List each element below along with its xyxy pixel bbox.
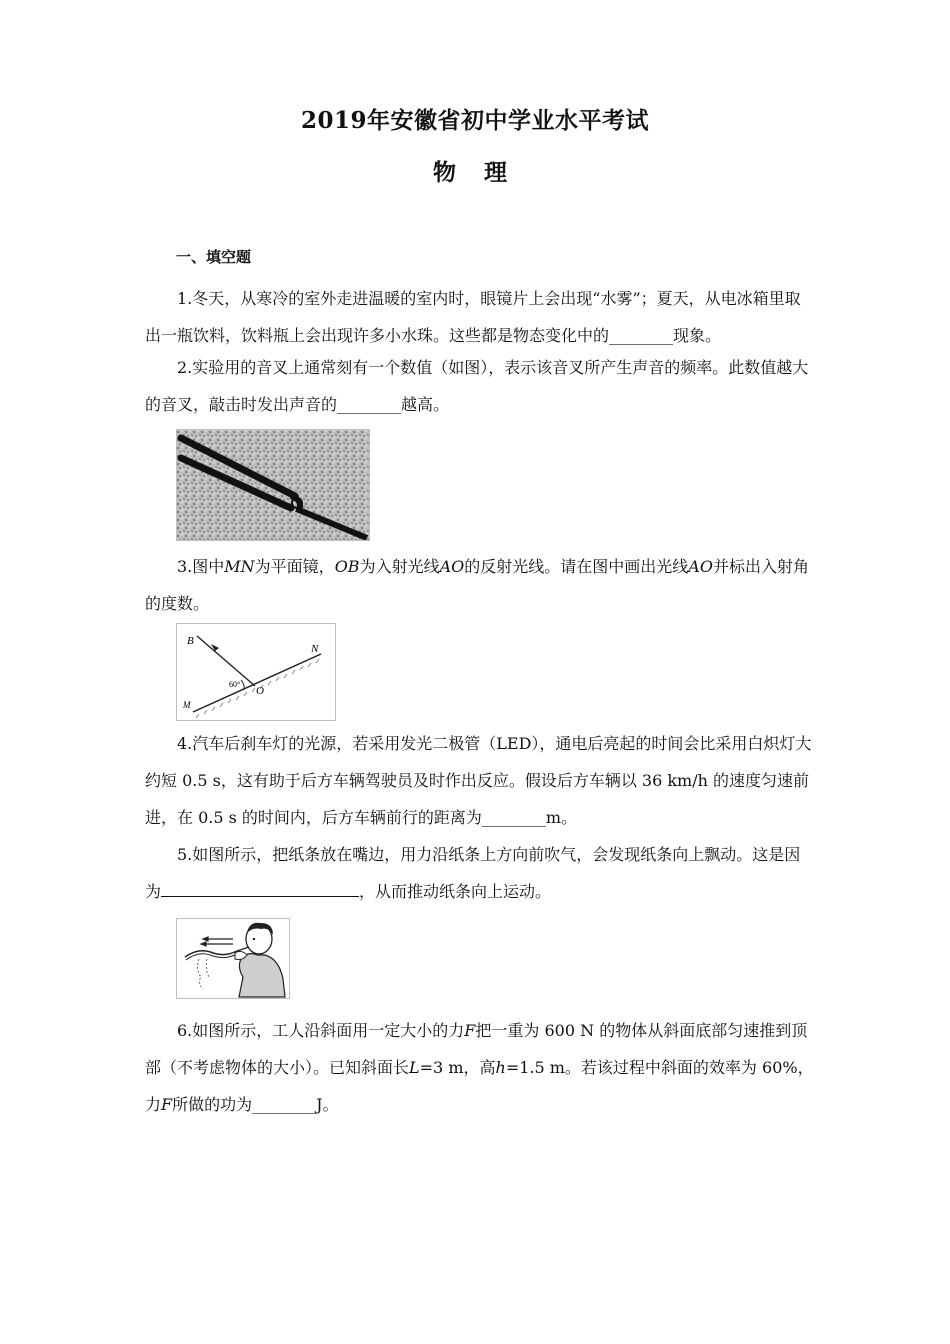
symbol-ao: AO — [439, 557, 465, 576]
question-text: 的反射光线。请在图中画出光线 — [464, 557, 689, 576]
question-text: 为平面镜， — [254, 557, 335, 576]
question-text: 并标出入射角的度数。 — [145, 557, 809, 613]
subject-title: 物 理 — [432, 159, 517, 186]
question-4 — [145, 725, 815, 836]
question-text: 2.实验用的音叉上通常刻有一个数值（如图），表示该音叉所产生声音的频率。此数值越大的音叉，敲击时发出声音的 — [145, 358, 809, 414]
answer-blank: ________ — [337, 395, 402, 414]
question-text: 6.如图所示，工人沿斜面用一定大小的力 — [177, 1021, 465, 1040]
symbol-ob: OB — [334, 557, 360, 576]
question-5 — [145, 836, 815, 910]
blowing-paper-figure — [176, 918, 290, 999]
answer-blank: ________ — [481, 808, 546, 827]
label-m: M — [183, 700, 191, 710]
question-text: 把一重为 600 N 的物体从斜面底部匀速推到顶部（不考虑物体的大小）。已知斜面长 — [145, 1021, 808, 1077]
exam-title: 2019年安徽省初中学业水平考试 — [300, 107, 649, 134]
mirror-diagram — [177, 624, 335, 720]
question-text: ，从而推动纸条向上运动。 — [359, 882, 552, 901]
label-o: O — [256, 685, 264, 697]
symbol-f: F — [464, 1021, 476, 1040]
question-text: =1.5 m。若该过程中斜面的效率为 60%，力 — [145, 1058, 814, 1114]
mirror-figure — [176, 623, 336, 721]
symbol-mn: MN — [224, 557, 255, 576]
question-text: 4.汽车后刹车灯的光源，若采用发光二极管（LED），通电后亮起的时间会比采用白炽灯大约短 0.5 s，这有助于后方车辆驾驶员及时作出反应。假设后方车辆以 36 km/h 的速度匀速前进，在 0.5 s 的时间内，后方车辆前行的距离为 — [145, 734, 812, 827]
question-text: 现象。 — [673, 326, 722, 345]
symbol-h: h — [495, 1058, 506, 1077]
question-6 — [145, 1012, 815, 1123]
question-2 — [145, 349, 815, 423]
question-text: =3 m，高 — [419, 1058, 496, 1077]
question-3 — [145, 548, 815, 622]
tuning-fork-figure — [176, 429, 370, 541]
question-text: 所做的功为 — [172, 1095, 253, 1114]
question-text: 3.图中 — [177, 557, 225, 576]
question-text: 1.冬天，从寒冷的室外走进温暖的室内时，眼镜片上会出现“水雾”；夏天，从电冰箱里取出一瓶饮料，饮料瓶上会出现许多小水珠。这些都是物态变化中的 — [145, 289, 801, 345]
section-heading: 一、填空题 — [176, 248, 252, 266]
question-text: J。 — [316, 1095, 339, 1114]
symbol-l: L — [409, 1058, 420, 1077]
symbol-f: F — [161, 1095, 173, 1114]
angle-label: 60° — [229, 680, 241, 689]
label-n: N — [311, 643, 319, 655]
question-text: m。 — [545, 808, 578, 827]
label-b: B — [187, 635, 194, 647]
answer-blank: ________ — [252, 1095, 317, 1114]
answer-blank: ________ — [609, 326, 674, 345]
question-text: 5.如图所示，把纸条放在嘴边，用力沿纸条上方向前吹气，会发现纸条向上飘动。这是因为 — [145, 845, 801, 901]
question-text: 为入射光线 — [359, 557, 440, 576]
answer-blank — [161, 878, 359, 897]
question-1 — [145, 280, 815, 354]
question-text: 越高。 — [401, 395, 450, 414]
tuning-fork-image — [177, 430, 369, 540]
boy-blowing-image — [177, 919, 289, 998]
symbol-ao: AO — [688, 557, 713, 576]
